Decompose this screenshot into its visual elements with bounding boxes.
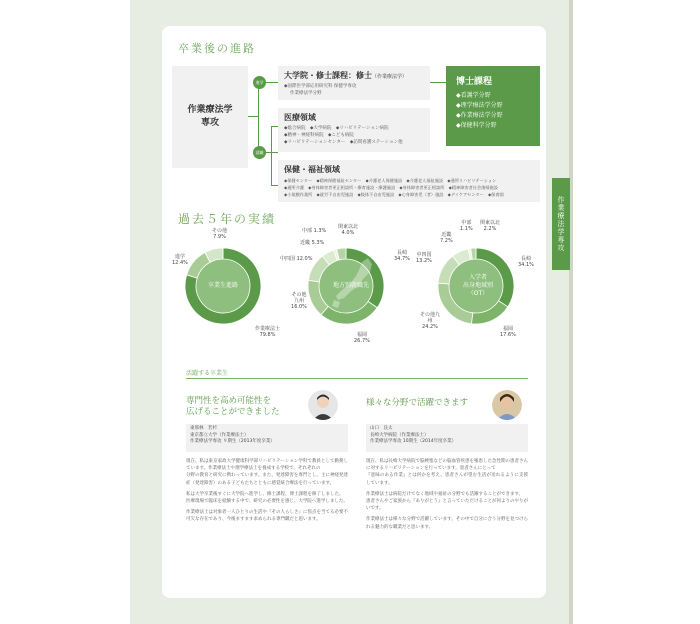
major-line2: 専攻	[200, 118, 219, 128]
right-grad-profile: 山口 良太 長崎大学病院（作業療法士） 作業療法学専攻 10期生（2014年度卒業）	[370, 426, 457, 444]
major-line1: 作業療法学	[187, 105, 233, 115]
chart3-label: 長崎 34.1%	[518, 256, 534, 268]
chart2-label: 長崎 34.7%	[394, 250, 410, 262]
right-grad-avatar	[492, 390, 522, 420]
results-title: 過去５年の実績	[178, 212, 277, 226]
right-grad-title: 様々な分野で活躍できます	[366, 398, 469, 408]
left-grad-profile: 東那林 若杉 東京都立大学（作業療法士） 作業療法学専攻 ９期生（2013年度卒業）	[190, 426, 275, 444]
chart2-label: 中四国 12.0%	[280, 256, 313, 262]
welfare-line: ◆小規模作業所 ◆就労不自由児施設 ◆肢体不自由児施設 ◆心身障害児（者）施設 ◆デイケアセンター ◆保育園	[284, 192, 504, 197]
chart3-label: その他九州 24.2%	[420, 312, 441, 330]
grad-school-line: ◆国際医学部応用研究科 保健学専攻	[284, 84, 357, 89]
right-grad-body: 現在、私は長崎大学病院で脳梗塞などの脳血管疾患を罹患した急性期の患者さんに対するリハビリテーションを行っています。患者さんにとって 『意味のある作業』とは何かを考え、患者さんが望む生活が送れるように支援しています。 作業療法士は病院だけでなく地域や福祉の分野でも活躍することができます。 患者さんやご家族から『ありがとう』と言っていただけることが何よりのやりがいです。 作業療法士は様々な分野で活躍しています。その中で自分に合う分野を見つけられる魅力的な職業だと思います。	[366, 459, 528, 530]
chart1-label-ot: 作業療法士 79.8%	[255, 326, 281, 338]
welfare-line: ◆通所介護 ◆身体障害者更正相談所・療育施設・療護施設 ◆身体障害者更正相談所 ◆精神障害者社会復帰施設	[284, 185, 498, 190]
left-grad-avatar	[308, 390, 338, 420]
doctor-line: ◆保健科学分野	[456, 122, 497, 129]
chart3-label: 福岡 17.6%	[500, 326, 516, 338]
graduates-heading: 活躍する卒業生	[186, 370, 229, 377]
grad-school-line: 作業療法学分野	[290, 91, 322, 96]
doctor-title: 博士課程	[456, 77, 493, 87]
left-grad-body: 現在、私は東京家政大学健康科学部リハビリテーション学科で教員として勤務しています。作業療法士や理学療法士を養成する学校で、それぞれの 分野の教育と研究に携わっています。また、発達障害を専門とし、主に神経発達症（発達障害）のある子どもたちとともに感覚統合療法を行っています。 私は大学卒業後すぐに大学院へ進学し、修士課程、博士課程を修了しました。 医療現場で臨床を経験する中で、研究の必要性を感じ、大学院へ進学しました。 作業療法士は対象者一人ひとりの生活や『その人らしさ』に焦点を当てる必要不可欠な存在であり、今後ますます求められる専門職だと思います。	[186, 459, 348, 523]
chart1-center: 卒業生進路	[207, 282, 238, 289]
chart3-label: 中部 1.1%	[460, 220, 473, 232]
left-grad-title: 専門性を高め可能性を 広げることができました	[186, 396, 280, 417]
chart2-center: 地方別就職先	[332, 282, 369, 289]
chart2-label: 関東以北 4.0%	[338, 224, 359, 236]
chart3-label: 関東以北 2.2%	[480, 220, 501, 232]
chart2-label: 近畿 5.3%	[300, 240, 325, 246]
medical-line: ◆総合病院 ◆大学病院 ◆リハビリテーション病院	[284, 126, 389, 131]
chart1-label-grad: 進学 12.4%	[172, 254, 188, 266]
career-title: 卒業後の進路	[178, 42, 256, 55]
chart2-label: 福岡 26.7%	[354, 332, 370, 344]
welfare-line: ◆保健センター ◆精神保健福祉センター ◆介護老人保健施設 ◆介護老人福祉施設 ◆通所リハビリテーション	[284, 178, 497, 183]
side-tab: 作業療法学専攻	[552, 178, 570, 270]
chart2-label: その他九州 16.0%	[291, 292, 307, 310]
welfare-title: 保健・福祉領域	[284, 165, 340, 174]
medical-title: 医療領域	[284, 113, 316, 122]
medical-line: ◆リハビリテーションセンター ◆訪問看護ステーション他	[284, 140, 403, 145]
graduates-divider	[186, 378, 528, 379]
chart2-label: 中部 1.3%	[302, 228, 327, 234]
tag-graduate: 進学	[253, 76, 266, 89]
chart3-label: 近畿 7.2%	[440, 232, 453, 244]
chart1-label-other: その他 7.9%	[212, 228, 228, 240]
grad-school-title: 大学院・修士課程：修士	[284, 71, 372, 80]
chart3-label: 中四国 13.2%	[416, 252, 432, 264]
grad-school-title-sub: （作業療法学）	[372, 74, 408, 80]
chart3-center: 入学者 出身地域別 （OT）	[462, 274, 493, 297]
medical-line: ◆精神・神経科病院 ◆こども病院	[284, 133, 354, 138]
tag-job: 就職	[253, 146, 266, 159]
doctor-line: ◆看護学分野	[456, 92, 491, 99]
doctor-line: ◆理学療法学分野	[456, 102, 503, 109]
doctor-line: ◆作業療法学分野	[456, 112, 503, 119]
